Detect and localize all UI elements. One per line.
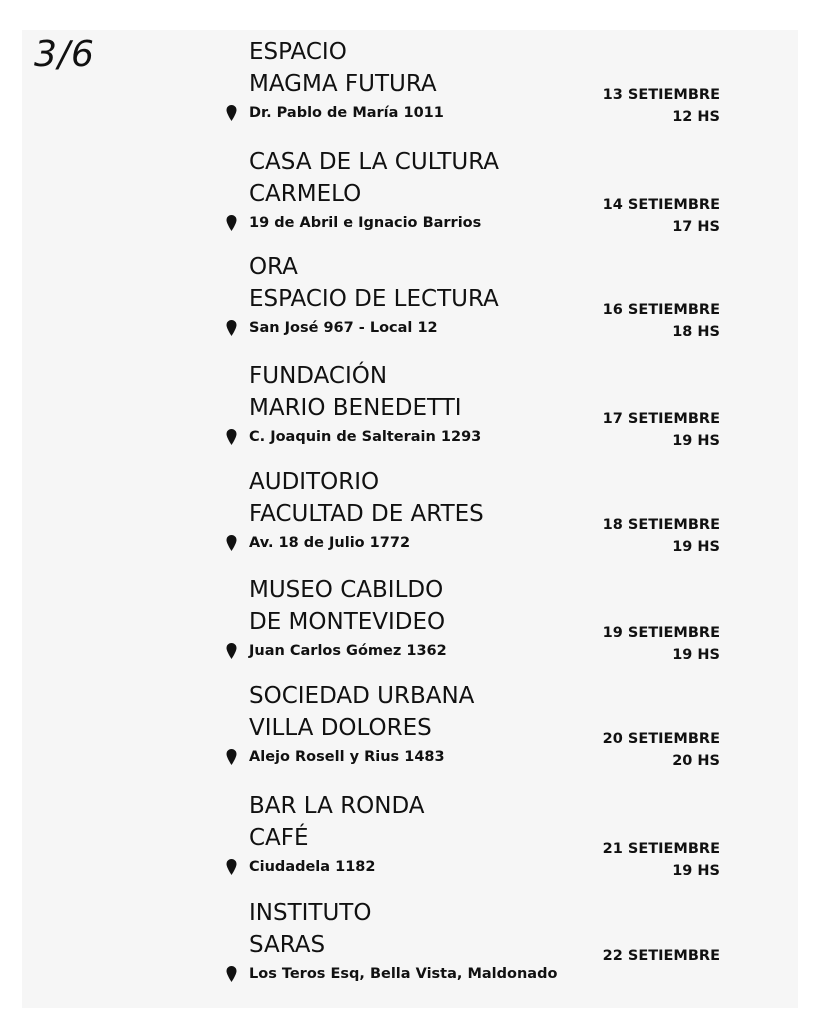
venue-name-line2: VILLA DOLORES — [249, 715, 432, 741]
venue-name-line1: CASA DE LA CULTURA — [249, 149, 500, 175]
venue-name-line1: FUNDACIÓN — [249, 363, 388, 389]
venue-name-line2: FACULTAD DE ARTES — [249, 501, 484, 527]
venue-name-line2: ESPACIO DE LECTURA — [249, 286, 499, 312]
map-pin-icon — [226, 429, 237, 445]
venue-time: 19 HS — [672, 863, 720, 879]
venue-address-row — [226, 212, 481, 234]
venue-name-line2: MARIO BENEDETTI — [249, 395, 462, 421]
venue-address-row — [226, 317, 438, 339]
venue-datetime — [603, 622, 720, 666]
map-pin-icon — [226, 643, 237, 659]
venue-address-row — [226, 532, 410, 554]
venue-address: Ciudadela 1182 — [249, 859, 376, 875]
venue-datetime — [603, 299, 720, 343]
venue-name-line1: ORA — [249, 254, 298, 280]
venue-name — [249, 466, 484, 530]
venue-time: 19 HS — [672, 647, 720, 663]
venue-date: 22 SETIEMBRE — [602, 948, 720, 964]
venue-time: 17 HS — [672, 219, 720, 235]
venue-address: Alejo Rosell y Rius 1483 — [249, 749, 445, 765]
venue-address: Av. 18 de Julio 1772 — [249, 535, 411, 551]
venue-date: 14 SETIEMBRE — [602, 197, 720, 213]
venue-time: 20 HS — [672, 753, 720, 769]
venue-date: 20 SETIEMBRE — [602, 731, 720, 747]
venue-name — [249, 251, 499, 315]
venue-address: Juan Carlos Gómez 1362 — [249, 643, 447, 659]
map-pin-icon — [226, 859, 237, 875]
venue-datetime — [603, 514, 720, 558]
venue-address: 19 de Abril e Ignacio Barrios — [249, 215, 482, 231]
venue-name — [249, 360, 462, 424]
map-pin-icon — [226, 535, 237, 551]
venue-address-row — [226, 963, 557, 985]
venue-time: 19 HS — [672, 433, 720, 449]
venue-sociedad-urbana — [226, 680, 786, 780]
venue-date: 19 SETIEMBRE — [602, 625, 720, 641]
venue-name-line1: SOCIEDAD URBANA — [249, 683, 475, 709]
venue-name — [249, 897, 371, 961]
venue-address: C. Joaquin de Salterain 1293 — [249, 429, 482, 445]
venue-name — [249, 574, 445, 638]
venue-name-line1: INSTITUTO — [249, 900, 372, 926]
venue-time: 19 HS — [672, 539, 720, 555]
map-pin-icon — [226, 215, 237, 231]
venue-datetime — [603, 728, 720, 772]
venue-name-line1: BAR LA RONDA — [249, 793, 425, 819]
venue-instituto-saras — [226, 897, 786, 997]
venue-time: 18 HS — [672, 324, 720, 340]
venue-address: San José 967 - Local 12 — [249, 320, 438, 336]
venue-address-row — [226, 746, 445, 768]
venue-name-line1: MUSEO CABILDO — [249, 577, 444, 603]
venue-date: 17 SETIEMBRE — [602, 411, 720, 427]
venue-date: 21 SETIEMBRE — [602, 841, 720, 857]
venue-address-row — [226, 856, 375, 878]
page-number: 3/6 — [34, 34, 95, 75]
venue-address: Los Teros Esq, Bella Vista, Maldonado — [249, 966, 558, 982]
venue-name-line2: MAGMA FUTURA — [249, 71, 437, 97]
venue-address-row — [226, 640, 447, 662]
venue-date: 16 SETIEMBRE — [602, 302, 720, 318]
venue-espacio-magma — [226, 36, 786, 136]
venue-name — [249, 680, 474, 744]
venue-date: 13 SETIEMBRE — [602, 87, 720, 103]
map-pin-icon — [226, 105, 237, 121]
venue-date: 18 SETIEMBRE — [602, 517, 720, 533]
venue-name-line2: DE MONTEVIDEO — [249, 609, 446, 635]
venue-ora — [226, 251, 786, 351]
map-pin-icon — [226, 749, 237, 765]
venue-name — [249, 790, 425, 854]
venue-address-row — [226, 102, 444, 124]
venue-name-line1: ESPACIO — [249, 39, 347, 65]
venue-name-line2: SARAS — [249, 932, 326, 958]
venue-fundacion — [226, 360, 786, 460]
venue-datetime — [603, 945, 720, 967]
venue-name-line1: AUDITORIO — [249, 469, 380, 495]
venue-name-line2: CARMELO — [249, 181, 362, 207]
venue-datetime — [603, 194, 720, 238]
map-pin-icon — [226, 320, 237, 336]
venue-name-line2: CAFÉ — [249, 825, 309, 851]
map-pin-icon — [226, 966, 237, 982]
venue-datetime — [603, 408, 720, 452]
venue-casa-cultura — [226, 146, 786, 246]
venue-auditorio — [226, 466, 786, 566]
venue-name — [249, 146, 499, 210]
venue-address: Dr. Pablo de María 1011 — [249, 105, 444, 121]
venue-datetime — [603, 84, 720, 128]
venue-datetime — [603, 838, 720, 882]
venue-bar-la-ronda — [226, 790, 786, 890]
venue-address-row — [226, 426, 481, 448]
venue-name — [249, 36, 437, 100]
venue-museo-cabildo — [226, 574, 786, 674]
venue-time: 12 HS — [672, 109, 720, 125]
